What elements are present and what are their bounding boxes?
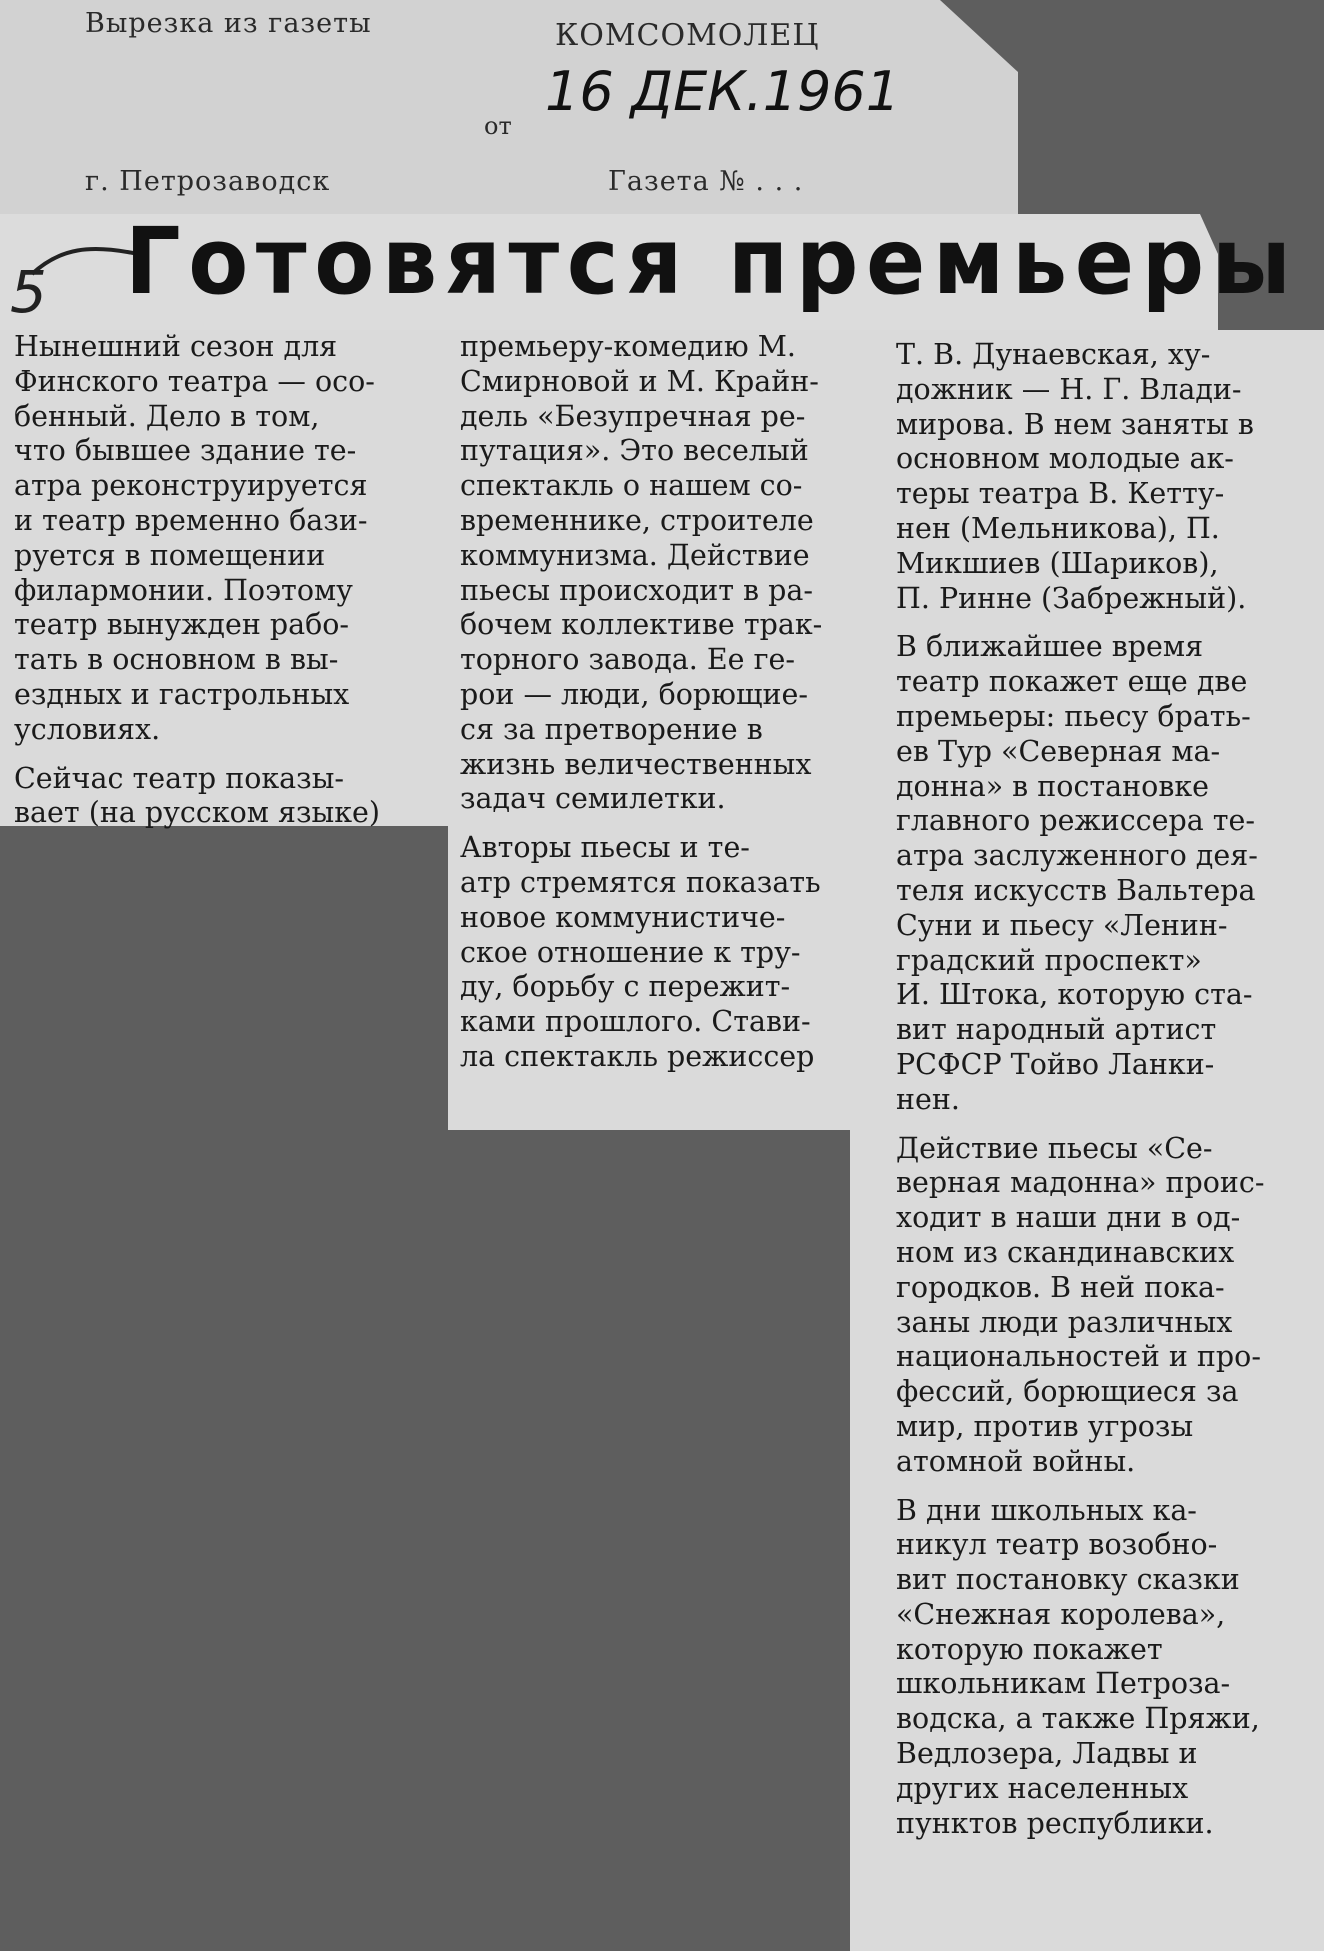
article-line: которую покажет [896,1632,1163,1666]
clipping-source-label: Вырезка из газеты [85,8,372,39]
article-line: В дни школьных ка- [896,1493,1197,1527]
article-line: пьесы происходит в ра- [460,573,814,607]
article-line: спектакль о нашем со- [460,469,803,503]
article-line: бочем коллективе трак- [460,608,823,642]
article-line: атр стремятся показать [460,865,821,899]
article-column-1 [14,330,406,831]
article-line: руется в помещении [14,538,326,572]
article-line: школьникам Петроза- [896,1667,1231,1701]
article-line: РСФСР Тойво Ланки- [896,1047,1215,1081]
article-line: путация». Это веселый [460,434,809,468]
article-line: других населенных [896,1771,1189,1805]
article-line: донна» в постановке [896,769,1210,803]
paragraph-gap [896,1480,1292,1494]
article-line: ское отношение к тру- [460,935,801,969]
article-line: дожник — Н. Г. Влади- [896,372,1242,406]
article-line: ном из скандинавских [896,1235,1235,1269]
article-column-3 [896,338,1292,1841]
article-line: «Снежная королева», [896,1597,1226,1631]
article-line: основном молодые ак- [896,442,1234,476]
article-line: премьеры: пьесу брать- [896,699,1251,733]
article-line: атра заслуженного дея- [896,839,1258,873]
article-line: что бывшее здание те- [14,434,357,468]
article-line: театр покажет еще две [896,665,1248,699]
article-line: пунктов республики. [896,1806,1214,1840]
article-line: Ведлозера, Ладвы и [896,1737,1198,1771]
article-line: нен (Мельникова), П. [896,511,1220,545]
article-line: Авторы пьесы и те- [460,831,750,865]
issue-number-label: Газета № . . . [608,166,804,197]
article-line: бенный. Дело в том, [14,399,320,433]
paragraph-gap [460,817,852,831]
article-line: филармонии. Поэтому [14,573,353,607]
article-line: условиях. [14,712,161,746]
article-line: национальностей и про- [896,1340,1261,1374]
article-line: мирова. В нем заняты в [896,407,1254,441]
newspaper-name: КОМСОМОЛЕЦ [555,18,820,53]
article-line: Нынешний сезон для [14,330,338,363]
article-line: главного режиссера те- [896,804,1256,838]
article-line: коммунизма. Действие [460,538,810,572]
article-line: фессий, борющиеся за [896,1375,1239,1409]
article-line: ев Тур «Северная ма- [896,734,1221,768]
article-line: рои — люди, борющие- [460,677,808,711]
article-line: атра реконструируется [14,469,368,503]
article-line: нен. [896,1082,960,1116]
article-line: Сейчас театр показы- [14,761,345,795]
article-line: В ближайшее время [896,630,1204,664]
article-line: вит народный артист [896,1013,1217,1047]
article-line: никул театр возобно- [896,1528,1218,1562]
article-line: ездных и гастрольных [14,677,350,711]
date-prefix: от [484,112,512,140]
margin-mark: 5 [10,258,47,326]
article-line: премьеру-комедию М. [460,330,796,363]
article-line: и театр временно бази- [14,503,368,537]
article-line: Смирновой и М. Крайн- [460,364,819,398]
article-line: И. Штока, которую ста- [896,978,1253,1012]
article-line: градский проспект» [896,943,1202,977]
article-line: Финского театра — осо- [14,364,375,398]
article-line: верная мадонна» проис- [896,1166,1265,1200]
article-line: мир, против угрозы [896,1409,1194,1443]
article-line: ся за претворение в [460,712,763,746]
paragraph-gap [896,1118,1292,1132]
article-line: тать в основном в вы- [14,643,339,677]
article-line: городков. В ней пока- [896,1270,1225,1304]
article-line: Микшиев (Шариков), [896,546,1219,580]
article-line: ками прошлого. Стави- [460,1005,811,1039]
paragraph-gap [896,616,1292,630]
article-line: торного завода. Ее ге- [460,643,796,677]
article-line: временнике, строителе [460,503,814,537]
article-line: вает (на русском языке) [14,796,381,830]
article-line: Суни и пьесу «Ленин- [896,908,1228,942]
article-line: вит постановку сказки [896,1563,1240,1597]
article-line: заны люди различных [896,1305,1233,1339]
article-line: Т. В. Дунаевская, ху- [896,338,1211,371]
article-line: атомной войны. [896,1444,1136,1478]
article-line: задач семилетки. [460,782,726,816]
paragraph-gap [14,748,406,762]
article-line: теля искусств Вальтера [896,873,1256,907]
article-line: ходит в наши дни в од- [896,1201,1241,1235]
article-line: театр вынужден рабо- [14,608,350,642]
article-line: водска, а также Пряжи, [896,1702,1260,1736]
article-line: жизнь величественных [460,747,812,781]
article-line: теры театра В. Кетту- [896,477,1225,511]
city-label: г. Петрозаводск [85,166,331,197]
article-line: Действие пьесы «Се- [896,1131,1213,1165]
article-line: новое коммунистиче- [460,900,786,934]
article-line: ду, борьбу с пережит- [460,970,791,1004]
article-line: дель «Безупречная ре- [460,399,806,433]
handwritten-date: 16 ДЕК.1961 [545,60,901,123]
article-title: Готовятся премьеры [125,208,1299,315]
article-column-2 [460,330,852,1075]
article-line: ла спектакль режиссер [460,1039,815,1073]
article-line: П. Ринне (Забрежный). [896,581,1247,615]
